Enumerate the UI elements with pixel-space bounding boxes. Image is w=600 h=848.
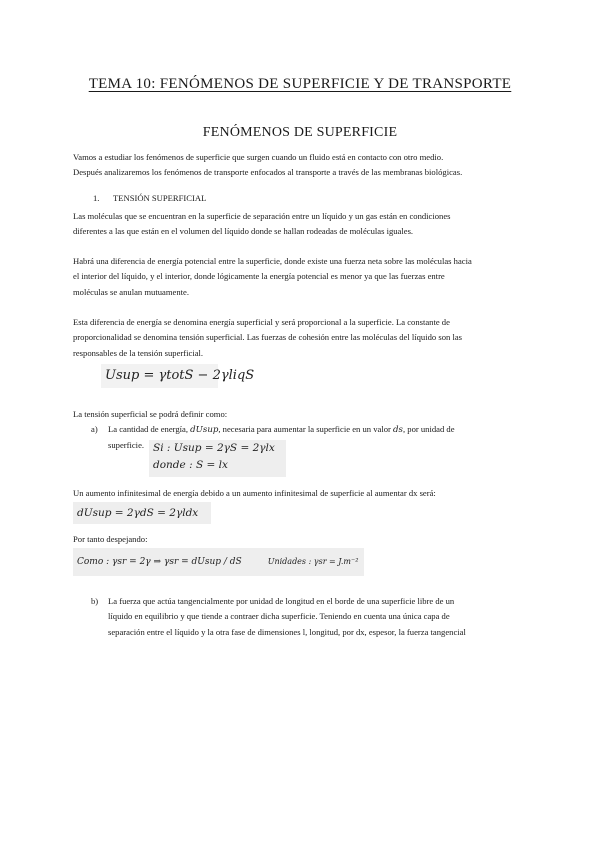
list-item-a-label: a) xyxy=(91,424,98,434)
inline-math-dusup: dUsup xyxy=(190,425,219,435)
subsection-title: TENSIÓN SUPERFICIAL xyxy=(113,193,207,203)
paragraph-infinitesimal: Un aumento infinitesimal de energía debido a un aumento infinitesimal de superficie al aumentar dx será: xyxy=(73,488,436,498)
subsection-heading xyxy=(93,193,206,203)
formula-units: Unidades : γsr = J.m⁻² xyxy=(267,557,359,566)
list-item-a: a) La cantidad de energía, dUsup, necesaria para aumentar la superficie en un valor ds, por unidad de superficie. xyxy=(91,424,455,451)
formula-surface-energy: Usup = γtotS − 2γliqS xyxy=(101,364,218,388)
formula-infinitesimal-energy: dUsup = 2γdS = 2γldx xyxy=(73,502,211,524)
list-item-b-label: b) xyxy=(91,596,99,606)
paragraph-potential-energy: Habrá una diferencia de energía potencial entre la superficie, donde existe una fuerza neta sobre las moléculas hacia el interior del líquido, y el interior, donde lógicamente la energía potencial es menor ya que las fuerzas entre moléculas se anulan mutuamente. xyxy=(73,256,472,297)
inline-math-ds: ds xyxy=(393,425,403,435)
section-title: FENÓMENOS DE SUPERFICIE xyxy=(202,125,398,140)
definition-intro: La tensión superficial se podrá definir como: xyxy=(73,409,228,419)
formula-surface-tension: Como : γsr = 2γ ⇒ γsr = dUsup / dS Unidades : γsr = J.m⁻² xyxy=(73,548,364,576)
formula-surface-area: Si : Usup = 2γS = 2γlx donde : S = lx xyxy=(149,440,286,477)
intro-paragraph: Vamos a estudiar los fenómenos de superficie que surgen cuando un fluido está en contacto con otro medio. Después analizaremos los fenómenos de transporte enfocados al transporte a través de las membranas biológicas. xyxy=(73,152,463,178)
paragraph-molecules: Las moléculas que se encuentran en la superficie de separación entre un líquido y un gas están en condiciones diferentes a las que están en el volumen del líquido donde se hallan rodeadas de moléculas iguales. xyxy=(73,211,451,237)
subsection-number: 1. xyxy=(93,193,100,203)
document-title: TEMA 10: FENÓMENOS DE SUPERFICIE Y DE TRANSPORTE xyxy=(88,76,512,92)
list-item-b: b) La fuerza que actúa tangencialmente por unidad de longitud en el borde de una superficie libre de un líquido en equilibrio y que tiende a contraer dicha superficie. Teniendo en cuenta una única capa de separación entre el líquido y la otra fase de dimensiones l, longitud, por dx, espesor, la fuerza tangencial xyxy=(91,596,466,637)
paragraph-solving: Por tanto despejando: xyxy=(73,534,148,544)
paragraph-surface-energy: Esta diferencia de energía se denomina energía superficial y será proporcional a la superficie. La constante de proporcionalidad se denomina tensión superficial. Las fuerzas de cohesión entre las moléculas del líquido son las responsables de la tensión superficial. xyxy=(73,317,462,358)
